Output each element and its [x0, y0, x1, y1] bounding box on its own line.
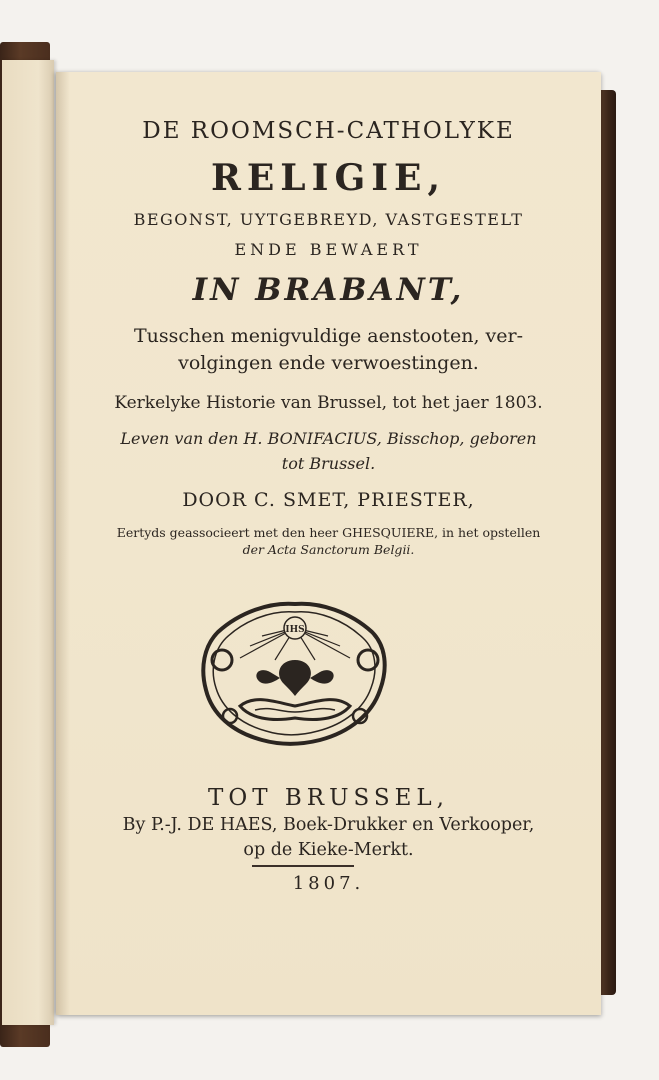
imprint-city: TOT BRUSSEL, — [208, 785, 449, 811]
title-main: RELIGIE, — [210, 157, 447, 199]
facing-page-edge — [2, 60, 54, 1025]
subtitle-line-2: ENDE BEWAERT — [234, 240, 423, 259]
imprint-address: op de Kieke-Merkt. — [243, 840, 414, 860]
bonifacius-line-2: tot Brussel. — [281, 454, 376, 473]
ihs-monogram: IHS — [285, 625, 305, 635]
imprint-printer: By P.-J. DE HAES, Boek-Drukker en Verkooper, — [122, 815, 535, 835]
imprint-rule — [252, 865, 354, 867]
author-note-line-1: Eertyds geassocieert met den heer GHESQUIERE, in het opstellen — [116, 525, 541, 540]
imprint-year: 1807. — [292, 873, 365, 894]
title-place: IN BRABANT, — [192, 272, 465, 308]
history-line: Kerkelyke Historie van Brussel, tot het jaer 1803. — [114, 393, 543, 413]
title-line-1: DE ROOMSCH-CATHOLYKE — [142, 118, 515, 144]
subtitle-line-1: BEGONST, UYTGEBREYD, VASTGESTELT — [133, 210, 524, 229]
ihs-emblem-vignette — [200, 598, 390, 746]
bonifacius-line-1: Leven van den H. BONIFACIUS, Bisschop, geboren — [120, 429, 537, 448]
description-line-2: volgingen ende verwoestingen. — [178, 352, 479, 374]
author-line: DOOR C. SMET, PRIESTER, — [182, 489, 475, 511]
author-note-line-2: der Acta Sanctorum Belgii. — [242, 542, 415, 557]
description-line-1: Tusschen menigvuldige aenstooten, ver- — [133, 325, 524, 347]
